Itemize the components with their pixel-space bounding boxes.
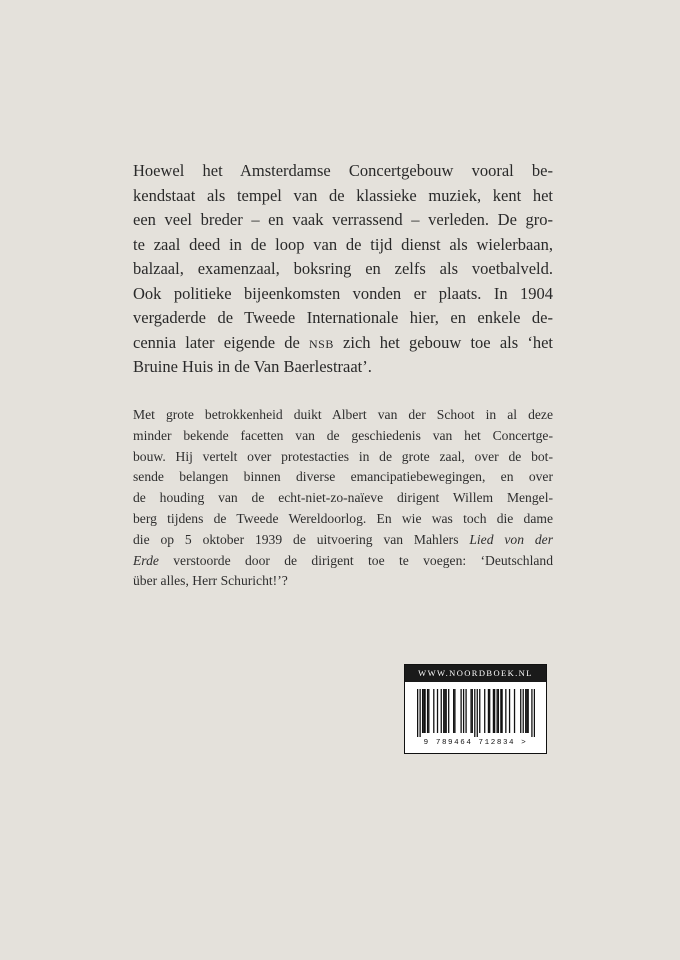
barcode-bar [443,689,444,733]
text-line: Bruine Huis in de Van Baerlestraat’. [133,357,372,376]
barcode-bar [501,689,502,733]
barcode-bar [509,689,510,733]
barcode-bar [477,689,478,737]
barcode-bar [417,689,418,737]
barcode-bar [525,689,526,733]
text-line: balzaal, examenzaal, boksring en zelfs als voetbalveld. [133,259,553,278]
barcode-bar [472,689,473,733]
secondary-blurb [133,405,553,592]
barcode-bar [424,689,425,733]
main-blurb [133,159,553,380]
text-line: cennia later eigende de nsb zich het gebouw toe als ‘het [133,332,553,352]
barcode-icon [417,689,535,737]
barcode-bar [441,689,442,733]
barcode-block [404,664,547,754]
barcode-bar [460,689,461,733]
text-line: de houding van de echt-niet-zo-naïeve dirigent Willem Mengel- [133,490,553,506]
barcode-bar [454,689,455,733]
text-line: die op 5 oktober 1939 de uitvoering van Mahlers Lied von der [133,531,553,547]
barcode-bar [500,689,501,733]
barcode-bar [523,689,524,733]
barcode-bar [423,689,424,733]
barcode-bar [493,689,494,733]
barcode-bar [427,689,428,733]
barcode-bar [444,689,445,733]
text-line: minder bekende facetten van de geschiedenis van het Concertge- [133,427,553,443]
barcode-bar [484,689,485,733]
barcode-bar [496,689,497,733]
barcode-bar [419,689,420,737]
text-line: kendstaat als tempel van de klassieke muziek, kent het [133,185,553,205]
text-line: Met grote betrokkenheid duikt Albert van der Schoot in al deze [133,407,553,422]
barcode-bar [534,689,535,737]
text-line: Ook politieke bijeenkomsten vonden er plaats. In 1904 [133,283,553,303]
barcode-bar [520,689,521,733]
barcode-bar [498,689,499,733]
text-line: te zaal deed in de loop van de tijd dienst als wielerbaan, [133,234,553,254]
barcode-bar [479,689,480,733]
barcode-bar [474,689,475,737]
barcode-bar [463,689,464,733]
barcode-bar [531,689,532,737]
barcode-bar [526,689,527,733]
barcode-bar [433,689,434,733]
text-line: sende belangen binnen diverse emancipatiebewegingen, en over [133,469,553,485]
barcode-bar [489,689,490,733]
barcode-bar [422,689,423,733]
barcode-bar [446,689,447,733]
text-line: Erde verstoorde door de dirigent toe te voegen: ‘Deutschland [133,552,553,568]
text-line: vergaderde de Tweede Internationale hier, en enkele de- [133,308,553,327]
text-line: een veel breder – en vaak verrassend – verleden. De gro- [133,210,553,229]
barcode-bar [505,689,506,733]
barcode-bar [494,689,495,733]
barcode-bar [488,689,489,733]
text-line: Hoewel het Amsterdamse Concertgebouw vooral be- [133,161,553,180]
text-line: über alles, Herr Schuricht!’? [133,573,288,589]
publisher-url: WWW.NOORDBOEK.NL [405,665,546,682]
text-line: berg tijdens de Tweede Wereldoorlog. En wie was toch die dame [133,510,553,526]
barcode-bar [514,689,515,733]
isbn-digits: 9 789464 712834 > [423,739,528,747]
barcode-bar [528,689,529,733]
barcode-bar [465,689,466,733]
text-line: bouw. Hij vertelt over protestacties in de grote zaal, over de bot- [133,448,553,464]
barcode-bar [448,689,449,733]
barcode-bar [437,689,438,733]
barcode-bar [453,689,454,733]
barcode-bar [428,689,429,733]
barcode-bar [470,689,471,733]
